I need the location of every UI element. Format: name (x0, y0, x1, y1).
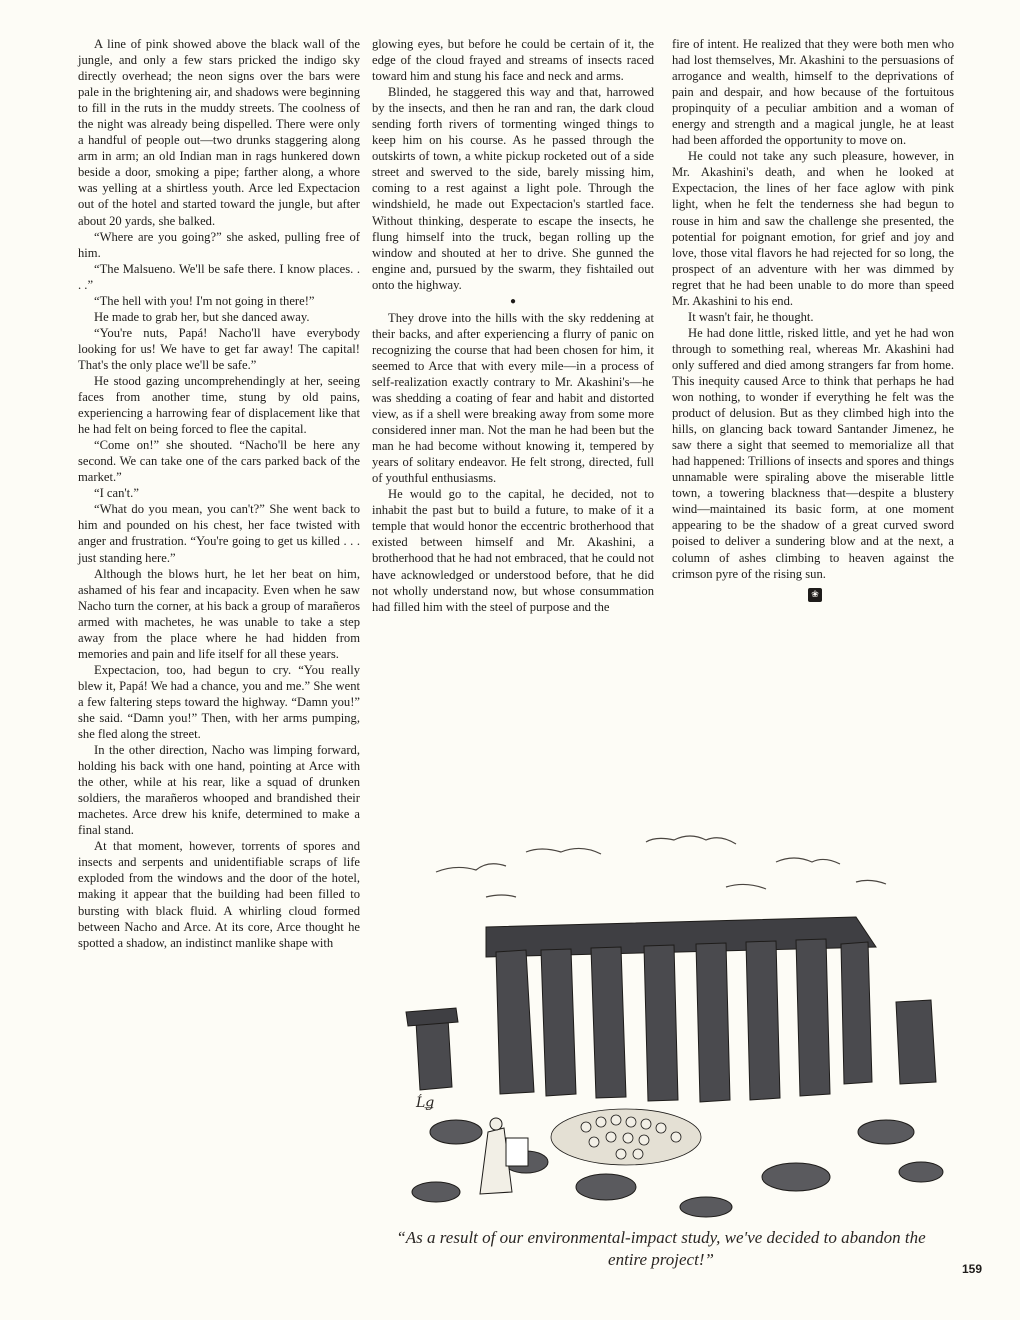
paragraph: He made to grab her, but she danced away. (94, 309, 310, 324)
druid-speaker (480, 1118, 528, 1194)
paragraph: “You're nuts, Papá! Nacho'll have everybody looking for us! We have to get far away! The capital! That's the only place we'll be safe.” (78, 325, 360, 372)
paragraph: “The Malsueno. We'll be safe there. I know places. . . .” (78, 261, 360, 292)
paragraph: fire of intent. He realized that they were both men who had lost themselves, Mr. Akashini to the persuasions of arrogance and wealth, himself to the deprivations of pain and despair, and how because of the fortuitous propinquity of a peculiar ambition and a woman of energy and strength and a magical jungle, he at least had been afforded the opportunity to move on. (672, 37, 954, 148)
cartoon-caption: “As a result of our environmental-impact study, we've decided to abandon the entire project!” (396, 1228, 926, 1269)
paragraph: At that moment, however, torrents of spores and insects and serpents and unidentifiable scraps of life exploded from the windows and the door of the hotel, making it appear that the building had been filled to bursting with black fluid. A whirling cloud formed between Nacho and Arce. At its core, Arce thought he spotted a shadow, an indistinct manlike shape with (78, 839, 360, 950)
paragraph: “The hell with you! I'm not going in there!” (94, 293, 315, 308)
paragraph: Although the blows hurt, he let her beat on him, ashamed of his fear and incapacity. Even when he saw Nacho turn the corner, at his back a group of marañeros armed with machetes, he was unable to take a step away from the place where he had hidden from memories and pain and life itself for all these years. (78, 566, 360, 661)
paragraph: Blinded, he staggered this way and that, harrowed by the insects, and then he ran and ran, the dark cloud sending forth rivers of tormenting winged things to keep him on his course. As he passed through the outskirts of town, a white pickup rocketed out of a side street and swerved to the side, barely missing him, coming to a rest against a light pole. Through the windshield, he made out Expectacion's startled face. Without thinking, desperate to escape the insects, he flung himself into the truck, began rolling up the window and shouted at her to drive. She gunned the engine and, pursued by the swarm, they fishtailed out onto the highway. (372, 85, 654, 292)
section-separator: ● (509, 295, 517, 307)
cartoonist-signature: Ĺǥ (416, 1095, 435, 1111)
paragraph: He could not take any such pleasure, however, in Mr. Akashini's death, and when he looked at Expectacion, the lines of her face aglow with pink light, when he felt the tenderness she had begun to rouse in him and saw the challenge she presented, the potential for poignant emotion, for grief and joy and love, those vital flavors he had rejected for so long, the prospect of an adventure with her was dimmed by regret that he had been unable to do more than speed Mr. Akashini to his end. (672, 149, 954, 308)
stonehenge-cartoon (376, 832, 966, 1232)
stone-circle (406, 917, 936, 1102)
paragraph: Expectacion, too, had begun to cry. “You really blew it, Papá! We had a chance, you and me.” She went a few faltering steps toward the highway. “Damn you!” she said. “Damn you!” Then, with her arms pumping, she fled along the street. (78, 662, 360, 742)
crowd-of-druids (551, 1109, 701, 1165)
paragraph: They drove into the hills with the sky reddening at their backs, and after experiencing a flurry of panic on recognizing the course that had been chosen for him, it seemed to Arce that with every mile—in a process of self-realization exactly contrary to Mr. Akashini's—he was shedding a coating of fear and habit and distorted view, as if a shell were breaking away from some more considered inner man. Not the man he had been but the man he had become without knowing it, tempered by years of solitary endeavor. He felt strong, directed, full of youthful enthusiasms. (372, 310, 654, 486)
text-column-3 (672, 36, 954, 602)
paragraph: “Where are you going?” she asked, pulling free of him. (78, 229, 360, 260)
page-number: 159 (962, 1262, 983, 1276)
end-of-story (672, 586, 954, 602)
paragraph: In the other direction, Nacho was limping forward, holding his back with one hand, pointing at Arce with the other, while at his rear, like a squad of drunken soldiers, the marañeros whooped and brandished their machetes. Arce drew his knife, determined to make a final stand. (78, 743, 360, 838)
text-column-2 (372, 36, 654, 615)
paragraph: “What do you mean, you can't?” She went back to him and pounded on his chest, her face twisted with anger and frustration. “You're going to get us killed . . . just standing here.” (78, 502, 360, 565)
paragraph: “I can't.” (94, 486, 139, 501)
paragraph: It wasn't fair, he thought. (688, 309, 814, 324)
paragraph: He had done little, risked little, and yet he had won through to something real, whereas Mr. Akashini had only suffered and died among strangers far from home. This inequity caused Arce to think that perhaps he had won nothing, to wonder if everything he felt was the product of delusion. But as they climbed high into the hills, on glancing back toward Santander Jimenez, he saw there a sight that seemed to memorialize all that had happened: Trillions of insects and spores and things unnamable were spiraling above the miserable little town, a towering blackness that—despite a blustery wind—maintained its basic form, at one moment appearing to be the shadow of a great curved sword poised to deliver a sundering blow and at the next, a column of ashes climbing to heaven against the crimson pyre of the rising sun. (672, 325, 954, 581)
text-column-1 (78, 36, 360, 951)
paragraph: He would go to the capital, he decided, not to inhabit the past but to build a future, to make of it a temple that would honor the eccentric brotherhood that existed between himself and Mr. Akashini, a brotherhood that he had not embraced, that he could not have acknowledged or understood before, that he did not wholly understand now, but whose consummation had filled him with the steel of purpose and the (372, 487, 654, 614)
paragraph: “Come on!” she shouted. “Nacho'll be here any second. We can take one of the cars parked back of the market.” (78, 438, 360, 485)
paragraph: glowing eyes, but before he could be certain of it, the edge of the cloud frayed and streams of insects raced toward him and stung his face and neck and arms. (372, 37, 654, 84)
sky-clouds (436, 836, 886, 897)
rabbit-logo-icon: ❀ (808, 588, 822, 602)
paragraph: He stood gazing uncomprehendingly at her, seeing faces from another time, stung by old pains, experiencing a harrowing fear of displacement like that he had felt on being forced to flee the capital. (78, 373, 360, 437)
paragraph: A line of pink showed above the black wall of the jungle, and only a few stars pricked the indigo sky directly overhead; the neon signs over the bars were pale in the brightening air, and shadows were beginning to fill in the ruts in the muddy streets. The coolness of the night was already being dispelled. There were only a handful of people out—two drunks staggering along arm in arm; an old Indian man in rags hunkered down beside a door, smoking a pipe; farther along, a whore was yelling at a shirtless youth. Arce led Expectacion out of the hotel and started toward the jungle, but after about 20 yards, she balked. (78, 37, 360, 228)
